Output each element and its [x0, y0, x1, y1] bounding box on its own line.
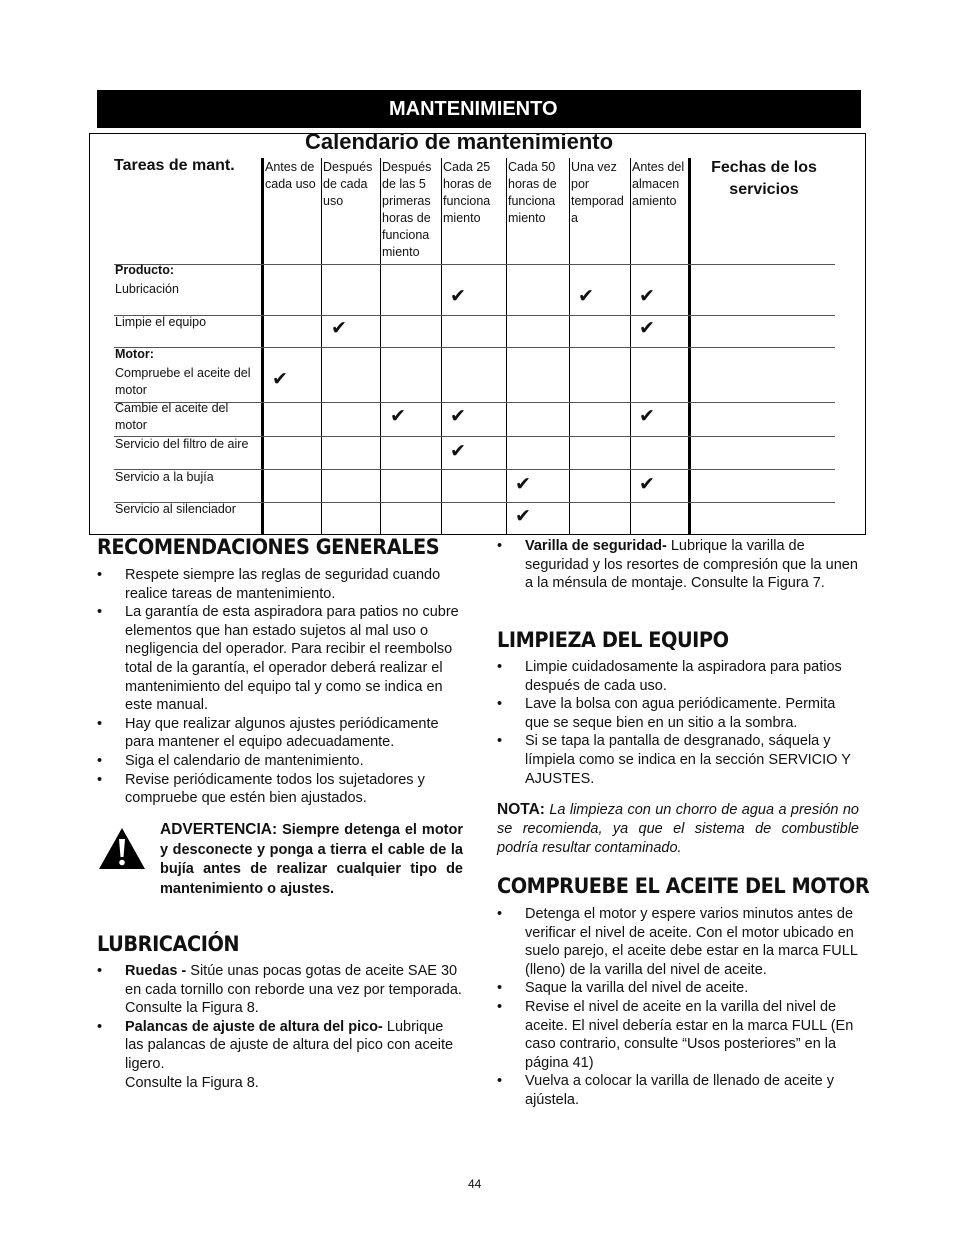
checkmark-icon: ✔ [639, 405, 655, 427]
column-header: Después de las 5 primeras horas de funciona miento [382, 160, 432, 259]
column-divider [441, 158, 442, 534]
checkmark-icon: ✔ [639, 285, 655, 307]
list-item: • Saque la varilla del nivel de aceite. [497, 979, 859, 998]
maintenance-schedule-table [89, 129, 866, 535]
lubrication-list [97, 962, 465, 1092]
page-number: 44 [468, 1177, 482, 1191]
column-divider [630, 158, 631, 534]
checkmark-icon: ✔ [331, 317, 347, 339]
task-label: Limpie el equipo [115, 315, 207, 329]
list-item: • Lave la bolsa con agua periódicamente. Permita que se seque bien en un sitio a la sombra. [497, 695, 859, 732]
cleaning-list [497, 658, 859, 788]
column-header: Antes de cada uso [265, 160, 316, 191]
section-banner: MANTENIMIENTO [97, 90, 861, 128]
group-label-motor: Motor: [115, 347, 154, 361]
column-divider [506, 158, 507, 534]
list-item: • Varilla de seguridad- Lubrique la varilla de seguridad y los resortes de compresión que la unen a la ménsula de montaje. Consulte la Figura 7. [497, 537, 859, 593]
tasks-column-header: Tareas de mant. [114, 157, 235, 174]
column-divider [688, 158, 691, 534]
task-label: Compruebe el aceite del motor [115, 366, 251, 397]
list-item: • Siga el calendario de mantenimiento. [97, 752, 465, 771]
list-item: • Revise periódicamente todos los sujetadores y compruebe que estén bien ajustados. [97, 771, 465, 808]
checkmark-icon: ✔ [272, 368, 288, 390]
column-header: Una vez por temporad a [571, 160, 624, 225]
row-divider [114, 347, 835, 348]
group-label-product: Producto: [115, 263, 175, 277]
column-header: Después de cada uso [323, 160, 373, 208]
warning-text: Siempre detenga el motor y desconecte y ponga a tierra el cable de la bujía antes de realizar cualquier tipo de mantenimiento o ajustes. [160, 822, 464, 897]
checkmark-icon: ✔ [639, 473, 655, 495]
column-divider [569, 158, 570, 534]
check-oil-heading: COMPRUEBE EL ACEITE DEL MOTOR [497, 874, 870, 898]
list-item: • Limpie cuidadosamente la aspiradora para patios después de cada uso. [497, 658, 859, 695]
list-item: • Palancas de ajuste de altura del pico- Lubrique las palancas de ajuste de altura del pico con aceite ligero. Consulte la Figura 8. [97, 1018, 465, 1092]
service-dates-column-header: Fechas de los servicios [711, 159, 817, 198]
warning-block [97, 820, 463, 899]
safety-rod-list [497, 537, 859, 593]
column-header: Cada 50 horas de funciona miento [508, 160, 557, 225]
column-header: Cada 25 horas de funciona miento [443, 160, 492, 225]
list-item: • Vuelva a colocar la varilla de llenado de aceite y ajústela. [497, 1072, 859, 1109]
warning-label: ADVERTENCIA: [160, 821, 278, 838]
task-label: Servicio a la bujía [115, 470, 214, 484]
lubrication-heading: LUBRICACIÓN [97, 932, 240, 956]
checkmark-icon: ✔ [450, 285, 466, 307]
column-header: Antes del almacen amiento [632, 160, 685, 208]
list-item: • Si se tapa la pantalla de desgranado, sáquela y límpiela como se indica en la sección SERVICIO Y AJUSTES. [497, 732, 859, 788]
list-item: • Hay que realizar algunos ajustes periódicamente para mantener el equipo adecuadamente. [97, 715, 465, 752]
checkmark-icon: ✔ [450, 405, 466, 427]
general-recommendations-list [97, 566, 465, 808]
schedule-title: Calendario de mantenimiento [305, 129, 614, 154]
checkmark-icon: ✔ [515, 473, 531, 495]
task-label: Servicio del filtro de aire [115, 437, 249, 451]
list-item: • Detenga el motor y espere varios minutos antes de verificar el nivel de aceite. Con el motor ubicado en suelo parejo, el aceite debe estar en la marca FULL (lleno) de la varilla del nivel de aceite. [497, 905, 859, 979]
cleaning-heading: LIMPIEZA DEL EQUIPO [497, 628, 729, 652]
column-divider [380, 158, 381, 534]
list-item: • La garantía de esta aspiradora para patios no cubre elementos que han estado sujetos al mal uso o negligencia del operador. Para recibir el reembolso total de la garantía, el operador deberá realizar el mantenimiento del equipo tal y como se indica en este manual. [97, 603, 465, 715]
checkmark-icon: ✔ [515, 505, 531, 527]
list-item: • Revise el nivel de aceite en la varilla del nivel de aceite. El nivel debería estar en la marca FULL (En caso contrario, consulte “Usos posteriores” en la página 41) [497, 998, 859, 1072]
general-recommendations-heading: RECOMENDACIONES GENERALES [97, 535, 440, 559]
column-divider [261, 158, 264, 534]
checkmark-icon: ✔ [639, 317, 655, 339]
column-divider [321, 158, 322, 534]
task-label: Cambie el aceite del motor [115, 401, 229, 432]
cleaning-note: NOTA: La limpieza con un chorro de agua a presión no se recomienda, ya que el sistema de combustible podría resultar contaminado. [497, 801, 859, 856]
list-item: • Ruedas - Sitúe unas pocas gotas de aceite SAE 30 en cada tornillo con reborde una vez por temporada. Consulte la Figura 8. [97, 962, 465, 1018]
check-oil-list [497, 905, 859, 1110]
list-item: • Respete siempre las reglas de seguridad cuando realice tareas de mantenimiento. [97, 566, 465, 603]
task-label: Lubricación [115, 282, 179, 296]
task-label: Servicio al silenciador [115, 502, 236, 516]
row-divider [114, 264, 835, 265]
checkmark-icon: ✔ [450, 440, 466, 462]
checkmark-icon: ✔ [390, 405, 406, 427]
checkmark-icon: ✔ [578, 285, 594, 307]
